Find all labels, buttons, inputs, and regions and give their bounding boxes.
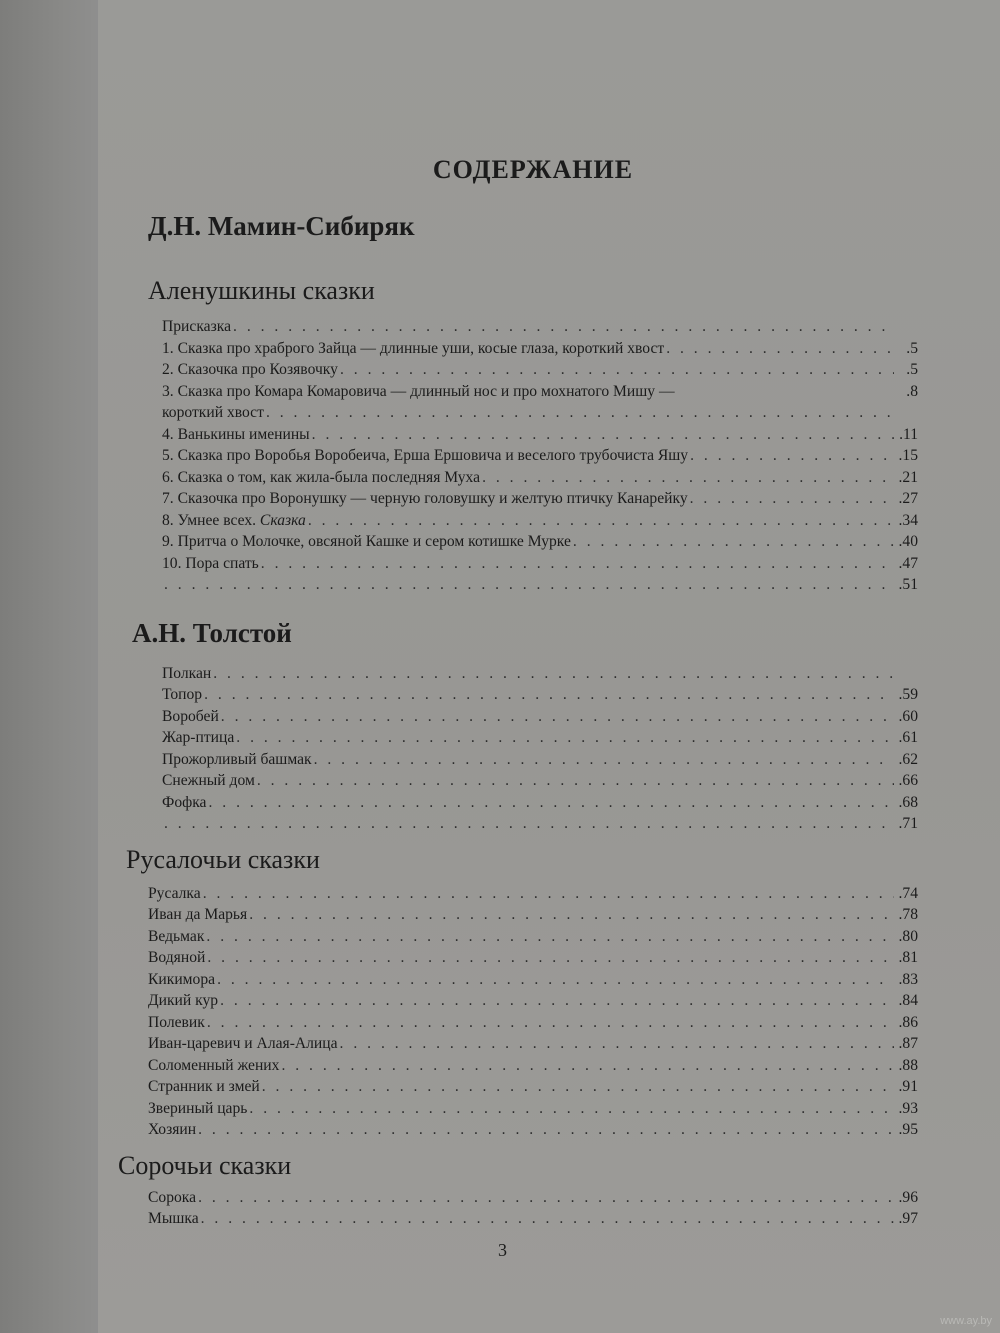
author-heading-mamin-sibiryak: Д.Н. Мамин-Сибиряк [148, 211, 415, 241]
toc-entry: . . . .71 [162, 813, 918, 835]
section-entries-tolstoy [148, 663, 918, 835]
author-heading-tolstoy: А.Н. Толстой [132, 617, 292, 648]
section-title-sorochi: Сорочьи сказки [118, 1150, 292, 1180]
toc-entry: . . . .51 [162, 574, 918, 596]
section-title-rusalochi: Русалочьи сказки [126, 844, 320, 874]
toc-entry: Полевик . . . .86 [148, 1012, 918, 1034]
toc-entry: Сорока . . . .96 [148, 1187, 918, 1209]
page-number: 3 [498, 1240, 507, 1260]
toc-entry: Русалка . . . .74 [148, 883, 918, 905]
toc-entry: Кикимора . . . .83 [148, 969, 918, 991]
toc-entry: 1. Сказка про храброго Зайца — длинные уши, косые глаза, короткий хвост . . . .5 [162, 338, 918, 360]
book-page [98, 0, 1000, 1333]
toc-entry: Присказка . . . [162, 316, 918, 338]
section-title-alenushkiny: Аленушкины сказки [148, 276, 375, 305]
watermark: www.ay.by [940, 1315, 992, 1327]
toc-title: СОДЕРЖАНИЕ [432, 155, 634, 184]
toc-entry: 3. Сказка про Комара Комаровича — длинный нос и про мохнатого Мишу — .8 [162, 382, 918, 400]
toc-entry: Фофка . . . .68 [162, 792, 918, 814]
toc-entry: Полкан . . . [162, 663, 918, 685]
toc-entry: 5. Сказка про Воробья Воробеича, Ерша Ершовича и веселого трубочиста Яшу . . . .15 [162, 445, 918, 467]
toc-entry: Звериный царь . . . .93 [148, 1098, 918, 1120]
section-entries-sorochi [148, 1187, 918, 1230]
toc-entry: 9. Притча о Молочке, овсяной Кашке и сером котишке Мурке . . . .40 [162, 531, 918, 553]
toc-entry: Соломенный жених . . . .88 [148, 1055, 918, 1077]
toc-entry: короткий хвост . . . [162, 402, 918, 424]
toc-entry: 4. Ванькины именины . . . .11 [162, 424, 918, 446]
toc-entry: Воробей . . . .60 [162, 706, 918, 728]
toc-entry: 6. Сказка о том, как жила-была последняя Муха . . . .21 [162, 467, 918, 489]
toc-entry: Мышка . . . .97 [148, 1208, 918, 1230]
toc-entry: Хозяин . . . .95 [148, 1119, 918, 1141]
section-entries-alenushkiny [148, 316, 918, 596]
toc-entry: Странник и змей . . . .91 [148, 1076, 918, 1098]
toc-entry: Жар-птица . . . .61 [162, 727, 918, 749]
toc-entry: Водяной . . . .81 [148, 947, 918, 969]
toc-entry: Снежный дом . . . .66 [162, 770, 918, 792]
toc-entry: Ведьмак . . . .80 [148, 926, 918, 948]
toc-entry: Дикий кур . . . .84 [148, 990, 918, 1012]
toc-entry: Иван да Марья . . . .78 [148, 904, 918, 926]
toc-entry: Прожорливый башмак . . . .62 [162, 749, 918, 771]
table-of-contents [118, 155, 918, 1238]
book-spine-shadow [0, 0, 110, 1333]
toc-entry: Иван-царевич и Алая-Алица . . . .87 [148, 1033, 918, 1055]
toc-entry: 2. Сказочка про Козявочку . . . .5 [162, 359, 918, 381]
section-entries-rusalochi [148, 883, 918, 1141]
toc-entry: 10. Пора спать . . . .47 [162, 553, 918, 575]
toc-entry: Топор . . . .59 [162, 684, 918, 706]
toc-entry: 7. Сказочка про Воронушку — черную головушку и желтую птичку Канарейку . . . .27 [162, 488, 918, 510]
toc-entry: 8. Умнее всех. Сказка . . . .34 [162, 510, 918, 532]
